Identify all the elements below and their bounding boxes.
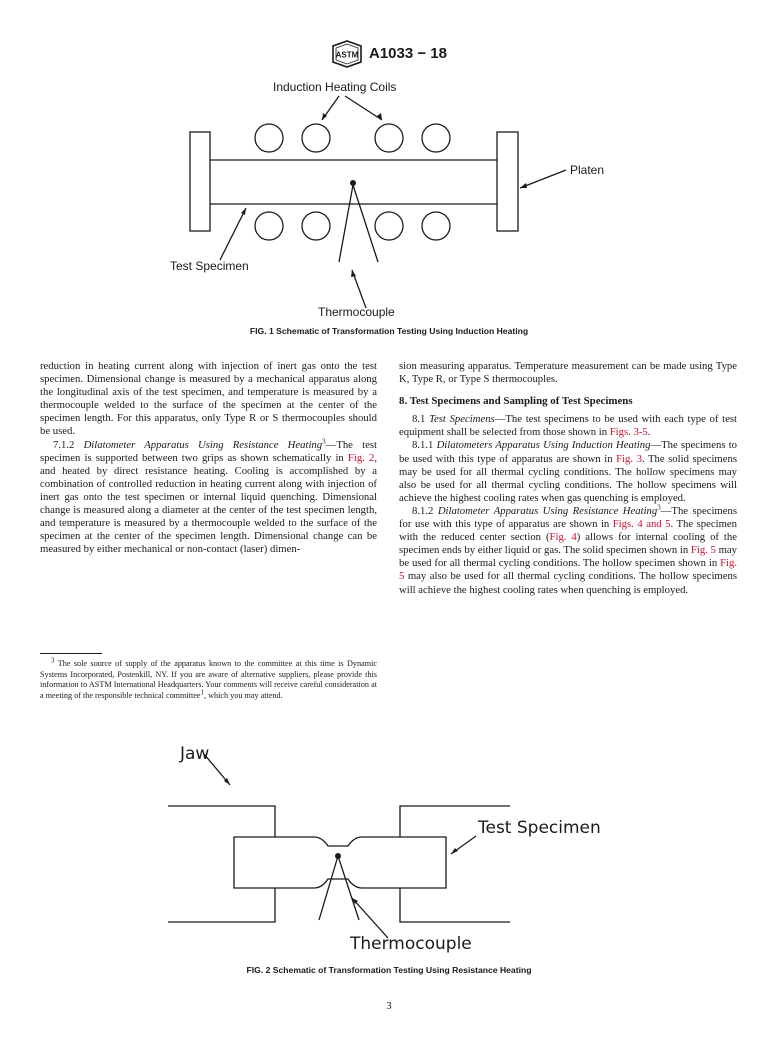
document-designation: A1033 − 18 — [369, 45, 447, 62]
label-platen: Platen — [570, 163, 605, 177]
section-8-heading: 8. Test Specimens and Sampling of Test Specimens — [399, 395, 633, 408]
right-platen — [497, 132, 518, 231]
figure-1-diagram — [0, 70, 778, 332]
paragraph-8-1-1: 8.1.1 Dilatometers Apparatus Using Induction Heating—The specimens to be used with this type of apparatus are shown in Fig. 3. The solid specimens may be used for all thermal cycling conditions. The hollow specimens may also be used for all thermal cycling conditions. The hollow specimens will achieve the highest cooling rates when gas quenching is employed. — [399, 439, 738, 504]
link-fig-2[interactable]: Fig. 2 — [347, 451, 375, 464]
figure-2-caption: FIG. 2 Schematic of Transformation Testing Using Resistance Heating — [246, 965, 532, 975]
label-thermocouple: Thermocouple — [318, 305, 395, 319]
svg-text:ASTM: ASTM — [335, 50, 359, 60]
link-fig-5[interactable]: Fig. 5 — [690, 544, 716, 557]
figure-1-caption: FIG. 1 Schematic of Transformation Testing Using Induction Heating — [249, 326, 529, 336]
paragraph-7-1-2-continued: sion measuring apparatus. Temperature measurement can be made using Type K, Type R, or Type S thermocouples. — [399, 360, 737, 386]
label-thermocouple-fig2: Thermocouple — [350, 934, 472, 954]
left-column — [40, 360, 377, 556]
paragraph-8-1: 8.1 Test Specimens—The test specimens to be used with each type of test equipment shall be selected from those shown in Figs. 3-5. — [399, 413, 738, 439]
link-figs-3-5[interactable]: Figs. 3-5 — [609, 426, 648, 439]
paragraph-7-1-1-continued: reduction in heating current along with injection of inert gas onto the test specimen. Dimensional change is measured by a mechanical apparatus along the longitudinal axis of the test specimen, and temperature is measured by a thermocouple welded to the surface of the specimen at the center of the specimen length. For this apparatus, only Type R or S thermocouples should be used. — [40, 360, 377, 438]
link-figs-4-and-5[interactable]: Figs. 4 and 5 — [612, 518, 671, 531]
label-test-specimen-fig2: Test Specimen — [478, 818, 601, 838]
left-platen — [190, 132, 210, 231]
link-fig-4[interactable]: Fig. 4 — [549, 531, 577, 544]
page-number: 3 — [386, 1001, 392, 1012]
footnote-3: $^3$ The sole source of supply of the apparatus known to the committee at this time is Dynamic Systems Incorporated, Postenkill, NY. If you are aware of alternative suppliers, please provide this information to ASTM International Headquarters. Your comments will receive careful consideration at a meeting of the responsible technical committee$^1$, which you may attend. — [40, 656, 377, 700]
paragraph-8-1-2: 8.1.2 Dilatometer Apparatus Using Resistance Heating$^3$—The specimens for use with this type of apparatus are shown in Figs. 4 and 5. The specimen with the reduced center section (Fig. 4) allows for internal cooling of the specimen ends by either liquid or gas. The solid specimen shown in Fig. 5 may be used for all thermal cycling conditions. The hollow specimen shown in Fig. 5 may also be used for all thermal cycling conditions. The hollow specimens will achieve the highest cooling rates when quenching is employed. — [399, 503, 737, 596]
link-fig-5-second[interactable]: Fig. 5 — [399, 557, 737, 583]
footnote-rule — [40, 653, 102, 654]
label-jaw: Jaw — [180, 744, 210, 764]
link-fig-3[interactable]: Fig. 3 — [616, 452, 642, 465]
right-column — [399, 360, 737, 597]
label-test-specimen: Test Specimen — [170, 259, 249, 273]
paragraph-7-1-2: 7.1.2 Dilatometer Apparatus Using Resistance Heating$^3$—The test specimen is supported between two grips as shown schematically in Fig. 2, and heated by direct resistance heating. Cooling is accomplished by a combination of controlled reduction in heating current along with injection of inert gas onto the test specimen or internal liquid quenching. Dimensional change is measured along a diameter at the center of the test specimen length, and temperature is measured by a thermocouple welded to the surface of the specimen at the center of the specimen length. Dimensional change can be measured by either mechanical or non-contact (laser) dimen- — [40, 437, 378, 556]
astm-logo-icon — [331, 40, 363, 73]
label-induction-heating-coils: Induction Heating Coils — [273, 80, 397, 94]
figure-2-diagram — [0, 740, 778, 965]
